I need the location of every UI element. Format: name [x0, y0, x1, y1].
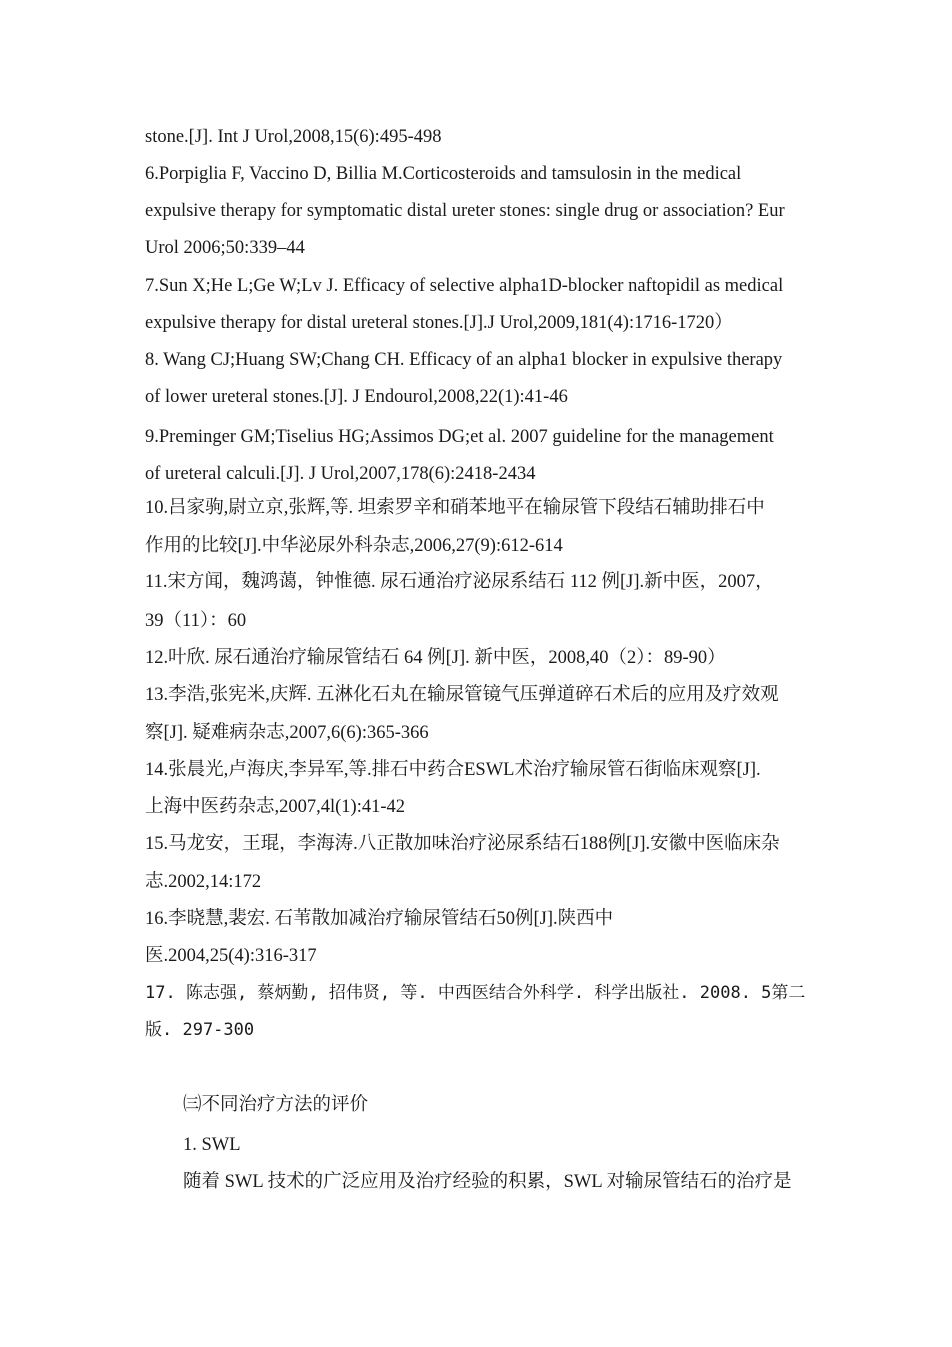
reference-line: 察[J]. 疑难病杂志,2007,6(6):365-366: [145, 723, 429, 743]
reference-line: 14.张晨光,卢海庆,李异军,等.排石中药合ESWL术治疗输尿管石街临床观察[J].: [145, 760, 761, 780]
reference-line: 7.Sun X;He L;Ge W;Lv J. Efficacy of selective alpha1D-blocker naftopidil as medical: [145, 276, 784, 296]
reference-line: Urol 2006;50:339–44: [145, 238, 305, 258]
section-subheading: 1. SWL: [183, 1135, 241, 1155]
reference-line: 12.叶欣. 尿石通治疗输尿管结石 64 例[J]. 新中医，2008,40（2）：89-90）: [145, 648, 726, 668]
reference-line: 15.马龙安，王琨，李海涛.八正散加味治疗泌尿系结石188例[J].安徽中医临床杂: [145, 834, 780, 854]
reference-line: stone.[J]. Int J Urol,2008,15(6):495-498: [145, 127, 442, 147]
reference-line: 11.宋方闻，魏鸿蔼，钟惟德. 尿石通治疗泌尿系结石 112 例[J].新中医，2007，: [145, 572, 774, 592]
reference-line: 上海中医药杂志,2007,4l(1):41-42: [145, 797, 406, 817]
reference-line: 6.Porpiglia F, Vaccino D, Billia M.Corticosteroids and tamsulosin in the medical: [145, 164, 742, 184]
reference-line: of lower ureteral stones.[J]. J Endourol,2008,22(1):41-46: [145, 387, 568, 407]
reference-line: 17. 陈志强, 蔡炳勤, 招伟贤, 等. 中西医结合外科学. 科学出版社. 2008. 5第二: [145, 983, 806, 1003]
reference-line: 10.吕家驹,尉立京,张辉,等. 坦索罗辛和硝苯地平在输尿管下段结石辅助排石中: [145, 498, 765, 518]
body-paragraph: 随着 SWL 技术的广泛应用及治疗经验的积累，SWL 对输尿管结石的治疗是: [183, 1172, 792, 1192]
reference-line: 13.李浩,张宪米,庆辉. 五淋化石丸在输尿管镜气压弹道碎石术后的应用及疗效观: [145, 685, 779, 705]
reference-line: expulsive therapy for symptomatic distal ureter stones: single drug or association? Eur: [145, 201, 785, 221]
reference-line: 作用的比较[J].中华泌尿外科杂志,2006,27(9):612-614: [145, 536, 563, 556]
reference-line: 8. Wang CJ;Huang SW;Chang CH. Efficacy of an alpha1 blocker in expulsive therapy: [145, 350, 783, 370]
reference-line: 版. 297-300: [145, 1020, 255, 1040]
reference-line: 16.李晓慧,裴宏. 石苇散加减治疗输尿管结石50例[J].陕西中: [145, 909, 614, 929]
reference-line: expulsive therapy for distal ureteral stones.[J].J Urol,2009,181(4):1716-1720）: [145, 313, 733, 333]
reference-line: 志.2002,14:172: [145, 872, 262, 892]
reference-line: of ureteral calculi.[J]. J Urol,2007,178(6):2418-2434: [145, 464, 536, 484]
section-heading: ㈢不同治疗方法的评价: [183, 1095, 369, 1115]
reference-line: 医.2004,25(4):316-317: [145, 946, 317, 966]
reference-line: 9.Preminger GM;Tiselius HG;Assimos DG;et al. 2007 guideline for the management: [145, 427, 774, 447]
reference-line: 39（11）：60: [145, 611, 247, 631]
